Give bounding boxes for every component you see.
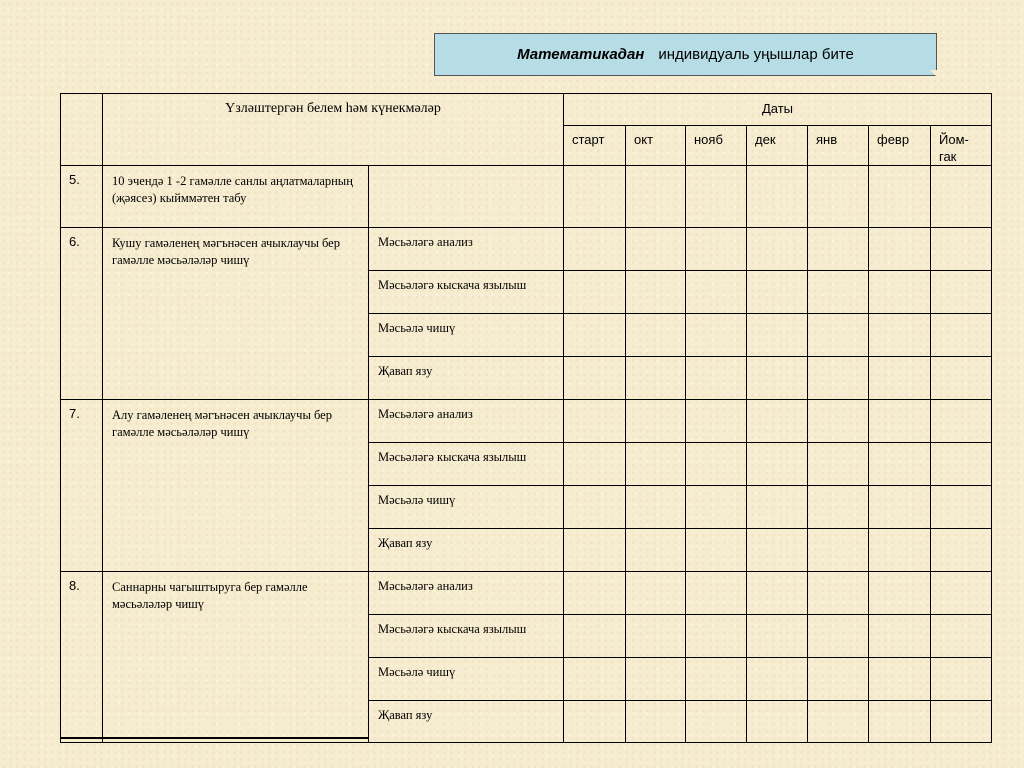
date-entry-cell[interactable]: [564, 228, 626, 271]
date-entry-cell[interactable]: [686, 166, 747, 228]
date-entry-cell[interactable]: [931, 271, 992, 314]
date-entry-cell[interactable]: [747, 228, 808, 271]
date-entry-cell[interactable]: [869, 314, 931, 357]
date-entry-cell[interactable]: [626, 658, 686, 701]
subskill-cell: Мәсьәлә чишү: [369, 486, 564, 529]
date-entry-cell[interactable]: [808, 314, 869, 357]
date-entry-cell[interactable]: [931, 658, 992, 701]
date-entry-cell[interactable]: [626, 314, 686, 357]
date-entry-cell[interactable]: [626, 357, 686, 400]
date-entry-cell[interactable]: [808, 271, 869, 314]
date-entry-cell[interactable]: [626, 615, 686, 658]
date-entry-cell[interactable]: [747, 529, 808, 572]
date-entry-cell[interactable]: [626, 166, 686, 228]
date-column-header: нояб: [686, 126, 747, 166]
skill-description: 10 эчендә 1 -2 гамәлле санлы аңлатмаларның (җәясез) кыйммәтен табу: [103, 166, 369, 228]
date-entry-cell[interactable]: [686, 443, 747, 486]
date-entry-cell[interactable]: [686, 615, 747, 658]
date-entry-cell[interactable]: [564, 443, 626, 486]
subskill-cell: Мәсьәлә чишү: [369, 658, 564, 701]
date-entry-cell[interactable]: [686, 572, 747, 615]
skill-description: Алу гамәленең мәгънәсен ачыклаучы бер гамәлле мәсьәләләр чишү: [103, 400, 369, 572]
date-entry-cell[interactable]: [931, 486, 992, 529]
date-entry-cell[interactable]: [808, 486, 869, 529]
date-entry-cell[interactable]: [869, 271, 931, 314]
date-column-header: февр: [869, 126, 931, 166]
row-number: 8.: [61, 572, 103, 743]
date-entry-cell[interactable]: [808, 166, 869, 228]
date-entry-cell[interactable]: [564, 357, 626, 400]
date-column-header: дек: [747, 126, 808, 166]
date-entry-cell[interactable]: [686, 701, 747, 743]
date-entry-cell[interactable]: [869, 400, 931, 443]
date-entry-cell[interactable]: [931, 701, 992, 743]
date-entry-cell[interactable]: [626, 529, 686, 572]
date-entry-cell[interactable]: [564, 271, 626, 314]
date-entry-cell[interactable]: [564, 314, 626, 357]
date-entry-cell[interactable]: [869, 529, 931, 572]
date-entry-cell[interactable]: [626, 701, 686, 743]
subskill-cell: Мәсьәләгә кыскача язылыш: [369, 271, 564, 314]
date-entry-cell[interactable]: [564, 400, 626, 443]
date-entry-cell[interactable]: [869, 166, 931, 228]
subskill-cell: Мәсьәләгә кыскача язылыш: [369, 443, 564, 486]
date-entry-cell[interactable]: [808, 529, 869, 572]
date-entry-cell[interactable]: [626, 486, 686, 529]
date-entry-cell[interactable]: [564, 615, 626, 658]
date-entry-cell[interactable]: [686, 529, 747, 572]
date-entry-cell[interactable]: [808, 615, 869, 658]
date-entry-cell[interactable]: [808, 400, 869, 443]
date-entry-cell[interactable]: [931, 314, 992, 357]
date-entry-cell[interactable]: [931, 443, 992, 486]
subskill-cell: Мәсьәләгә кыскача язылыш: [369, 615, 564, 658]
date-entry-cell[interactable]: [626, 228, 686, 271]
date-entry-cell[interactable]: [564, 166, 626, 228]
date-entry-cell[interactable]: [686, 486, 747, 529]
date-entry-cell[interactable]: [747, 443, 808, 486]
date-entry-cell[interactable]: [564, 701, 626, 743]
date-entry-cell[interactable]: [931, 400, 992, 443]
skills-header: Үзләштергән белем һәм күнекмәләр: [103, 94, 564, 166]
header-num-cell: [61, 94, 103, 166]
row-number: 7.: [61, 400, 103, 572]
date-entry-cell[interactable]: [931, 166, 992, 228]
date-column-header: янв: [808, 126, 869, 166]
date-entry-cell[interactable]: [869, 443, 931, 486]
date-entry-cell[interactable]: [869, 228, 931, 271]
date-entry-cell[interactable]: [747, 658, 808, 701]
date-entry-cell[interactable]: [931, 228, 992, 271]
dates-header: Даты: [564, 94, 992, 126]
date-entry-cell[interactable]: [747, 615, 808, 658]
row-number: 6.: [61, 228, 103, 400]
date-entry-cell[interactable]: [747, 486, 808, 529]
skill-description: Саннарны чагыштыруга бер гамәлле мәсьәләләр чишү: [103, 572, 369, 743]
date-entry-cell[interactable]: [808, 658, 869, 701]
date-entry-cell[interactable]: [747, 701, 808, 743]
date-entry-cell[interactable]: [686, 314, 747, 357]
date-entry-cell[interactable]: [564, 658, 626, 701]
date-entry-cell[interactable]: [626, 443, 686, 486]
date-entry-cell[interactable]: [931, 572, 992, 615]
subskill-cell: Җавап язу: [369, 357, 564, 400]
date-entry-cell[interactable]: [869, 658, 931, 701]
date-entry-cell[interactable]: [686, 357, 747, 400]
date-entry-cell[interactable]: [808, 443, 869, 486]
date-entry-cell[interactable]: [869, 486, 931, 529]
date-entry-cell[interactable]: [931, 529, 992, 572]
date-entry-cell[interactable]: [747, 572, 808, 615]
date-entry-cell[interactable]: [747, 166, 808, 228]
progress-table: [60, 93, 992, 743]
date-column-header: Йом-гак: [931, 126, 992, 166]
date-entry-cell[interactable]: [564, 486, 626, 529]
date-entry-cell[interactable]: [747, 400, 808, 443]
date-entry-cell[interactable]: [686, 658, 747, 701]
date-entry-cell[interactable]: [931, 357, 992, 400]
date-entry-cell[interactable]: [686, 228, 747, 271]
date-entry-cell[interactable]: [564, 572, 626, 615]
title-subject: Математикадан: [517, 46, 645, 63]
date-column-header: старт: [564, 126, 626, 166]
date-entry-cell[interactable]: [626, 400, 686, 443]
date-entry-cell[interactable]: [808, 572, 869, 615]
date-entry-cell[interactable]: [747, 357, 808, 400]
page-title-banner: [434, 33, 937, 76]
date-entry-cell[interactable]: [869, 701, 931, 743]
date-entry-cell[interactable]: [564, 529, 626, 572]
table-bottom-rule: [60, 737, 369, 739]
date-entry-cell[interactable]: [808, 228, 869, 271]
date-entry-cell[interactable]: [869, 615, 931, 658]
subskill-cell: Җавап язу: [369, 701, 564, 743]
date-entry-cell[interactable]: [869, 357, 931, 400]
skill-description: Кушу гамәленең мәгънәсен ачыклаучы бер гамәлле мәсьәләләр чишү: [103, 228, 369, 400]
subskill-cell: Мәсьәләгә анализ: [369, 400, 564, 443]
date-entry-cell[interactable]: [686, 271, 747, 314]
date-entry-cell[interactable]: [931, 615, 992, 658]
date-entry-cell[interactable]: [747, 314, 808, 357]
date-entry-cell[interactable]: [808, 701, 869, 743]
row-number: 5.: [61, 166, 103, 228]
subskill-cell: Мәсьәлә чишү: [369, 314, 564, 357]
date-entry-cell[interactable]: [808, 357, 869, 400]
date-entry-cell[interactable]: [869, 572, 931, 615]
title-text: индивидуаль уңышлар бите: [658, 46, 854, 63]
subskill-cell: [369, 166, 564, 228]
date-column-header: окт: [626, 126, 686, 166]
date-entry-cell[interactable]: [747, 271, 808, 314]
subskill-cell: Мәсьәләгә анализ: [369, 572, 564, 615]
date-entry-cell[interactable]: [626, 271, 686, 314]
subskill-cell: Җавап язу: [369, 529, 564, 572]
date-entry-cell[interactable]: [626, 572, 686, 615]
banner-fold-corner: [930, 70, 939, 79]
subskill-cell: Мәсьәләгә анализ: [369, 228, 564, 271]
date-entry-cell[interactable]: [686, 400, 747, 443]
